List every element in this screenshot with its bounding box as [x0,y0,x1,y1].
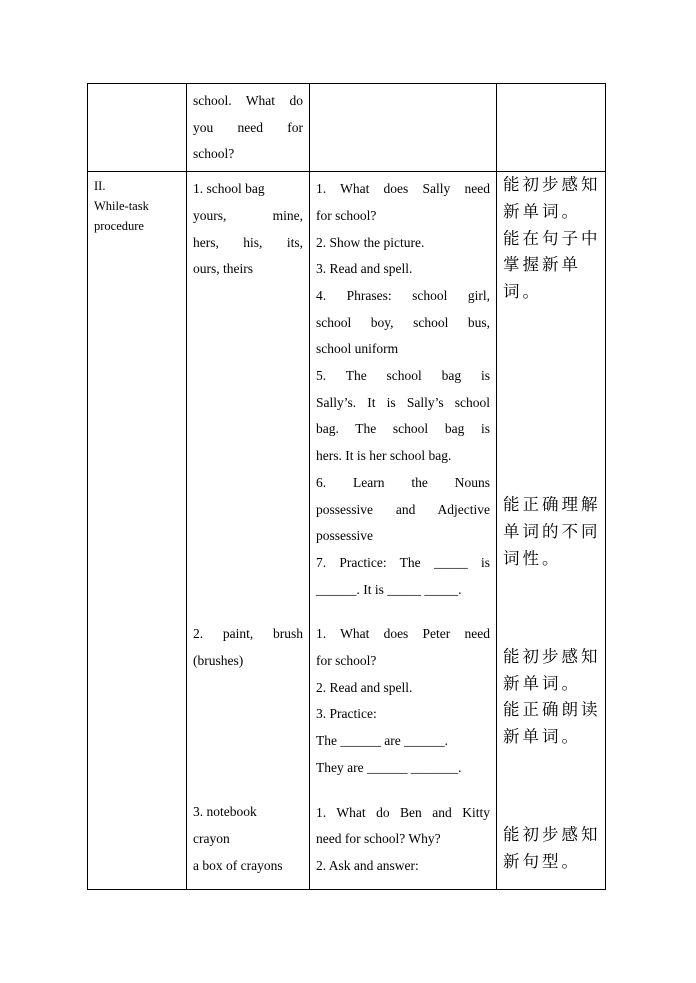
activity-line: 7. Practice: The _____ is [316,554,490,570]
activity-line: They are ______ _______. [316,759,462,775]
stage-name: While-task [94,199,149,214]
activity-line: 6. Learn the Nouns [316,474,490,490]
aim-line: 单词的不同 [503,522,601,542]
content-line: 2. paint, brush [193,626,303,642]
aim-cell [497,172,606,890]
content-line: ours, theirs [193,261,253,277]
activity-line: hers. It is her school bag. [316,448,452,464]
aim-line: 新句型。 [503,851,581,871]
stage-cell-empty [88,84,187,172]
aim-line: 词性。 [503,548,562,568]
content-line: 1. school bag [193,181,265,197]
content-cell [187,172,310,890]
content-line: school? [193,146,235,162]
activity-line: 2. Read and spell. [316,679,413,695]
activity-cell-empty [310,84,497,172]
activity-line: possessive [316,528,373,544]
aim-line: 能正确朗读 [503,700,601,720]
aim-line: 新单词。 [503,201,581,221]
activity-line: need for school? Why? [316,831,441,847]
aim-line: 能初步感知 [503,175,601,195]
content-line: crayon [193,831,230,847]
aim-line: 新单词。 [503,673,581,693]
aim-line: 能正确理解 [503,495,601,515]
aim-line: 能在句子中 [503,228,601,248]
stage-cell [88,172,187,890]
content-line: 3. notebook [193,804,257,820]
content-line: a box of crayons [193,857,283,873]
aim-line: 能初步感知 [503,646,601,666]
table-row [88,172,606,890]
activity-line: ______. It is _____ _____. [316,581,462,597]
aim-cell-empty [497,84,606,172]
stage-name: procedure [94,219,144,234]
aim-line: 新单词。 [503,727,581,747]
lesson-plan-table [87,83,606,890]
content-line: hers, his, its, [193,234,303,250]
activity-line: Sally’s. It is Sally’s school [316,394,490,410]
content-line: school. What do [193,93,303,108]
activity-line: 1. What does Sally need [316,181,490,197]
activity-line: possessive and Adjective [316,501,490,517]
aim-line: 能初步感知 [503,825,601,845]
stage-number: II. [94,179,106,194]
activity-line: bag. The school bag is [316,421,490,437]
activity-line: 4. Phrases: school girl, [316,287,490,303]
activity-line: 3. Practice: [316,706,377,722]
activity-line: for school? [316,653,377,669]
activity-line: 2. Ask and answer: [316,857,419,873]
content-line: you need for [193,119,303,135]
aim-line: 掌握新单词。 [503,255,581,301]
activity-line: 5. The school bag is [316,368,490,384]
activity-line: The ______ are ______. [316,733,448,749]
activity-line: 1. What does Peter need [316,626,490,642]
table-row [88,84,606,172]
activity-line: 1. What do Ben and Kitty [316,804,490,820]
activity-cell [310,172,497,890]
activity-line: school boy, school bus, [316,314,490,330]
activity-line: school uniform [316,341,399,357]
activity-line: 3. Read and spell. [316,261,413,277]
content-line: (brushes) [193,652,244,668]
activity-line: 2. Show the picture. [316,234,425,250]
activity-line: for school? [316,207,377,223]
content-line: yours, mine, [193,207,303,223]
content-cell [187,84,310,172]
